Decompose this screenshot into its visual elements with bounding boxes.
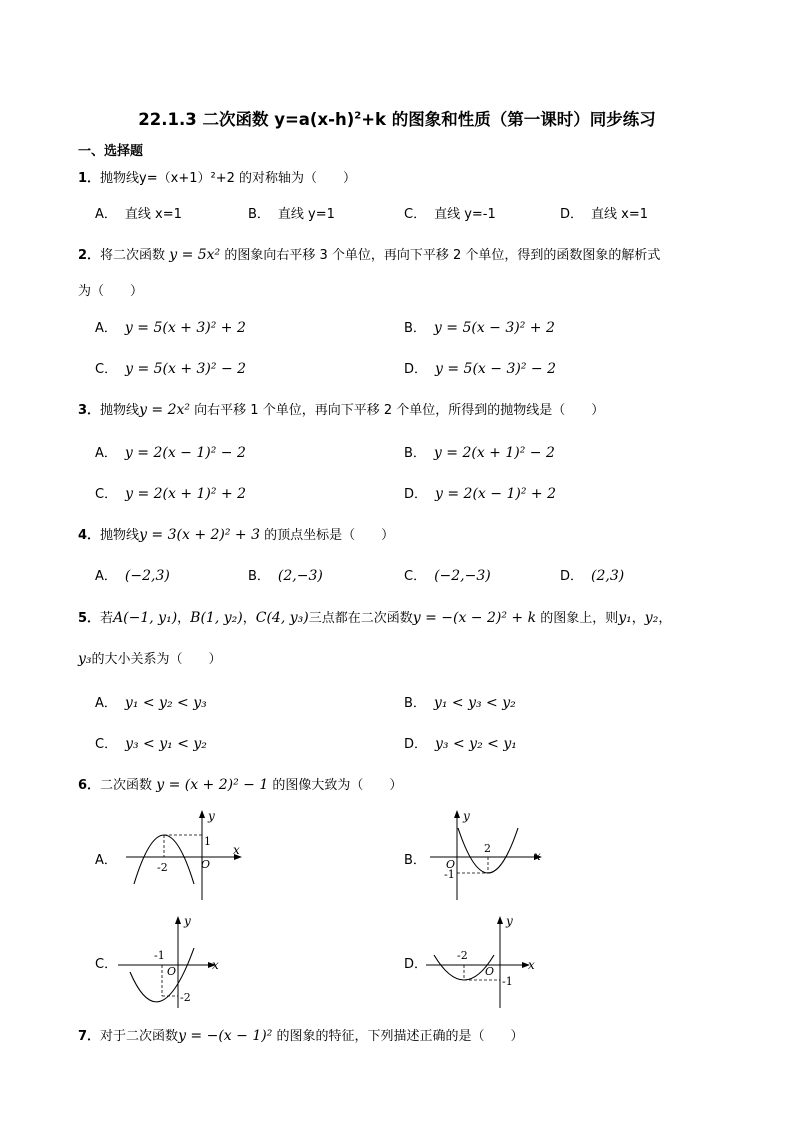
question-2-line2: 为（ ）	[78, 284, 144, 299]
q2-option-b[interactable]: B． y = 5(x − 3)² + 2	[404, 320, 555, 336]
q6-option-b[interactable]: B．	[404, 853, 426, 868]
q1-option-a[interactable]: A． 直线 x=1	[95, 207, 182, 222]
q3-option-d[interactable]: D． y = 2(x − 1)² + 2	[404, 486, 556, 502]
q5-option-b[interactable]: B． y₁ < y₃ < y₂	[404, 695, 516, 711]
x-axis-label: x	[212, 958, 219, 972]
q6-graph-a[interactable]	[122, 808, 247, 903]
question-5: 5．若A(−1, y₁)，B(1, y₂)，C(4, y₃)三点都在二次函数y = −(x − 2)² + k 的图象上，则y₁，y₂，	[78, 610, 672, 626]
q6-graph-d[interactable]	[424, 912, 542, 1010]
q4-option-a[interactable]: A． (−2,3)	[95, 568, 170, 584]
question-2: 2．将二次函数 y = 5x² 的图象向右平移 3 个单位，再向下平移 2 个单位，得到的函数图象的解析式	[78, 247, 661, 263]
origin-label: O	[201, 858, 211, 871]
y-axis-label: y	[463, 809, 470, 823]
tick-label: -1	[502, 975, 513, 988]
y-axis-label: y	[184, 914, 191, 928]
question-1: 1．抛物线y=（x+1）²+2 的对称轴为（ ）	[78, 171, 356, 186]
question-3: 3．抛物线y = 2x² 向右平移 1 个单位，再向下平移 2 个单位，所得到的抛物线是（ ）	[78, 402, 605, 418]
origin-label: O	[485, 965, 495, 978]
y-axis-label: y	[208, 809, 215, 823]
q1-option-b[interactable]: B． 直线 y=1	[248, 207, 335, 222]
q6-graph-c[interactable]	[116, 912, 228, 1010]
question-6: 6．二次函数 y = (x + 2)² − 1 的图像大致为（ ）	[78, 777, 403, 793]
x-axis-label: x	[233, 843, 240, 857]
tick-label: 1	[204, 835, 211, 848]
q2-option-a[interactable]: A． y = 5(x + 3)² + 2	[95, 320, 246, 336]
tick-label: -2	[457, 949, 468, 962]
question-7: 7．对于二次函数y = −(x − 1)² 的图象的特征，下列描述正确的是（ ）	[78, 1028, 524, 1044]
q6-option-c[interactable]: C．	[95, 957, 118, 972]
q6-option-d[interactable]: D．	[404, 957, 428, 972]
q6-option-a[interactable]: A．	[95, 853, 117, 868]
q5-option-c[interactable]: C． y₃ < y₁ < y₂	[95, 736, 207, 752]
q2-option-c[interactable]: C． y = 5(x + 3)² − 2	[95, 361, 247, 377]
q1-option-c[interactable]: C． 直线 y=-1	[404, 207, 496, 222]
tick-label: 2	[484, 842, 491, 855]
tick-label: -1	[154, 949, 165, 962]
x-axis-label: x	[528, 958, 535, 972]
q5-option-a[interactable]: A． y₁ < y₂ < y₃	[95, 695, 207, 711]
tick-label: -1	[444, 868, 455, 881]
question-5-line2: y₃的大小关系为（ ）	[78, 651, 222, 667]
tick-label: -2	[180, 991, 191, 1004]
y-axis-label: y	[506, 914, 513, 928]
q3-option-c[interactable]: C． y = 2(x + 1)² + 2	[95, 486, 247, 502]
page-title: 22.1.3 二次函数 $y=a(x-h)^2+k$ 的图象和性质（第一课时）同步练习	[138, 110, 656, 129]
section-heading: 一、选择题	[78, 144, 144, 159]
q4-option-d[interactable]: D． (2,3)	[560, 568, 625, 584]
q6-graph-b[interactable]	[428, 808, 553, 903]
origin-label: O	[446, 858, 456, 871]
q3-option-a[interactable]: A． y = 2(x − 1)² − 2	[95, 445, 246, 461]
q4-option-b[interactable]: B． (2,−3)	[248, 568, 323, 584]
tick-label: -2	[157, 861, 168, 874]
question-4: 4．抛物线y = 3(x + 2)² + 3 的顶点坐标是（ ）	[78, 527, 395, 543]
q4-option-c[interactable]: C． (−2,−3)	[404, 568, 491, 584]
q2-option-d[interactable]: D． y = 5(x − 3)² − 2	[404, 361, 556, 377]
x-axis-label: x	[534, 849, 541, 863]
q5-option-d[interactable]: D． y₃ < y₂ < y₁	[404, 736, 517, 752]
origin-label: O	[167, 965, 177, 978]
q1-option-d[interactable]: D． 直线 x=1	[560, 207, 649, 222]
q3-option-b[interactable]: B． y = 2(x + 1)² − 2	[404, 445, 555, 461]
